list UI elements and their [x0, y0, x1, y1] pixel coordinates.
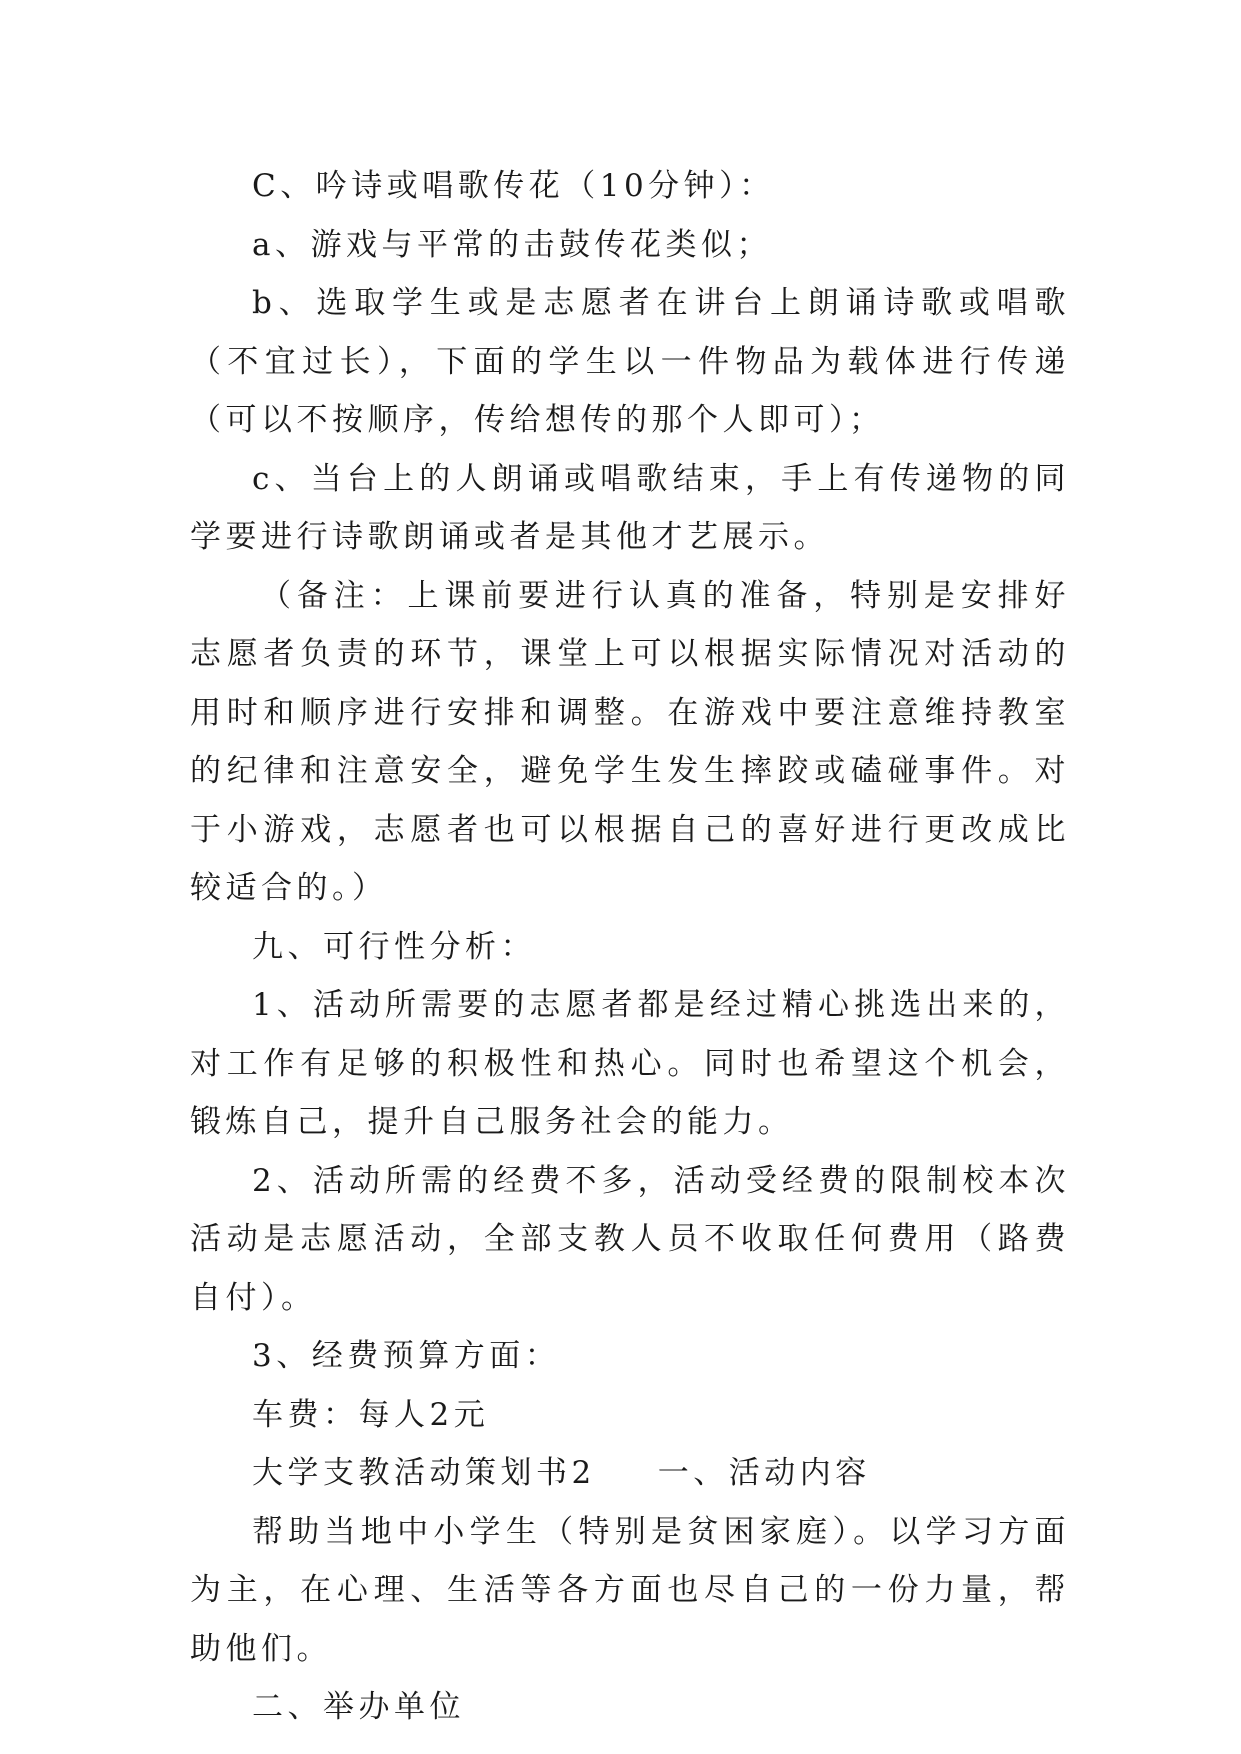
paragraph-feasibility-1: 1、活动所需要的志愿者都是经过精心挑选出来的，对工作有足够的积极性和热心。同时也希望这个机会，锻炼自己，提升自己服务社会的能力。: [190, 987, 1070, 1140]
paragraph-feasibility-3: 3、经费预算方面：: [252, 1338, 561, 1374]
section-heading-organizer: 二、举办单位: [252, 1689, 465, 1725]
plan-title: 大学支教活动策划书2: [252, 1455, 596, 1491]
section-heading-content: 一、活动内容: [657, 1455, 871, 1491]
paragraph-game-a: a、游戏与平常的击鼓传花类似；: [252, 226, 772, 263]
paragraph-feasibility-2: 2、活动所需的经费不多，活动受经费的限制校本次活动是志愿活动，全部支教人员不收取任何费用（路费自付）。: [190, 1162, 1070, 1316]
section-heading-feasibility: 九、可行性分析：: [252, 928, 536, 965]
paragraph-game-c: C、吟诗或唱歌传花（10分钟）：: [252, 168, 775, 204]
paragraph-game-b: b、选取学生或是志愿者在讲台上朗诵诗歌或唱歌（不宜过长），下面的学生以一件物品为载体进行传递（可以不按顺序，传给想传的那个人即可）；: [190, 285, 1070, 438]
paragraph-fare: 车费：每人2元: [252, 1396, 490, 1433]
paragraph-game-c-end: c、当台上的人朗诵或唱歌结束，手上有传递物的同学要进行诗歌朗诵或者是其他才艺展示。: [190, 460, 1070, 555]
paragraph-content: 帮助当地中小学生（特别是贫困家庭）。以学习方面为主，在心理、生活等各方面也尽自己的一份力量，帮助他们。: [190, 1513, 1070, 1667]
document-body: [190, 157, 1070, 1737]
paragraph-remark: （备注：上课前要进行认真的准备，特别是安排好志愿者负责的环节，课堂上可以根据实际情况对活动的用时和顺序进行安排和调整。在游戏中要注意维持教室的纪律和注意安全，避免学生发生摔跤或磕碰事件。对于小游戏，志愿者也可以根据自己的喜好进行更改成比较适合的。）: [190, 577, 1070, 906]
plan-title-line: [190, 1444, 1070, 1503]
